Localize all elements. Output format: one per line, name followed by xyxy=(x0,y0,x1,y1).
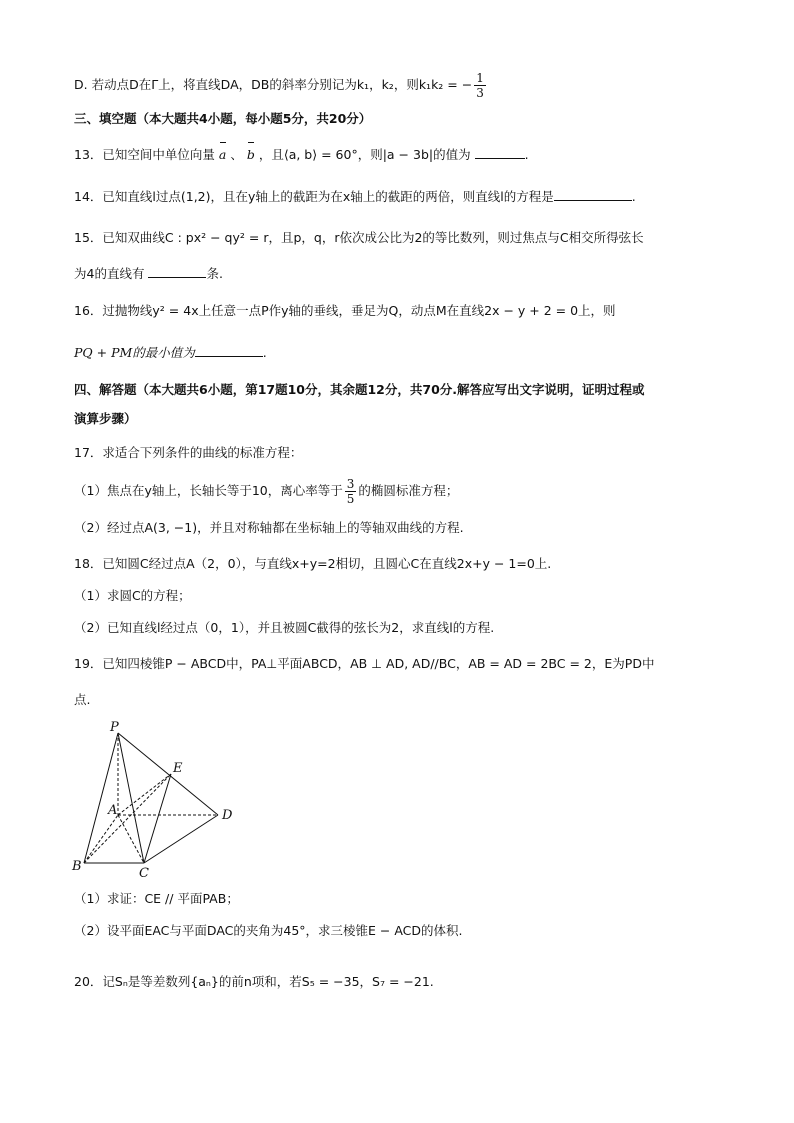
vertex-label-p: P xyxy=(110,720,119,735)
question-18-part-2: （2）已知直线l经过点（0，1），并且被圆C截得的弦长为2，求直线l的方程. xyxy=(74,620,495,635)
question-13: 13．已知空间中单位向量 a 、 b ，且⟨a, b⟩ = 60°，则|a − 3b|的值为 . xyxy=(74,145,529,165)
answer-blank-14[interactable] xyxy=(554,188,632,201)
vector-a: a xyxy=(219,145,226,165)
pyramid-figure xyxy=(60,715,250,880)
question-15-line-2: 为4的直线有 条. xyxy=(74,266,223,281)
question-18-part-1: （1）求圆C的方程； xyxy=(74,588,191,603)
question-17-part-2: （2）经过点A(3, −1)，并且对称轴都在坐标轴上的等轴双曲线的方程. xyxy=(74,520,464,535)
section-4-heading-line-1: 四、解答题（本大题共6小题，第17题10分，其余题12分，共70分.解答应写出文字说明，证明过程或 xyxy=(74,382,645,397)
question-15-line-1: 15．已知双曲线C : px² − qy² = r，且p，q，r依次成公比为2的等比数列，则过焦点与C相交所得弦长 xyxy=(74,230,644,245)
question-19-part-1: （1）求证：CE // 平面PAB； xyxy=(74,891,239,906)
question-14: 14．已知直线l过点(1,2)，且在y轴上的截距为在x轴上的截距的两倍，则直线l的方程是 . xyxy=(74,189,636,204)
question-19-line-1: 19．已知四棱锥P − ABCD中，PA⊥平面ABCD，AB ⊥ AD, AD//BC，AB = AD = 2BC = 2，E为PD中 xyxy=(74,656,655,671)
vertex-label-b: B xyxy=(72,859,82,874)
vertex-label-a: A xyxy=(108,803,118,818)
answer-blank-16[interactable] xyxy=(195,344,263,357)
question-19-line-2: 点. xyxy=(74,692,91,707)
question-17: 17．求适合下列条件的曲线的标准方程： xyxy=(74,445,303,460)
vertex-label-c: C xyxy=(139,866,149,880)
option-d-text: D. 若动点D在Γ上，将直线DA，DB的斜率分别记为k₁，k₂，则k₁k₂ = − xyxy=(74,77,473,92)
vector-b: b xyxy=(247,145,255,165)
option-d-line xyxy=(74,71,488,100)
answer-blank-13[interactable] xyxy=(475,146,525,159)
question-19-part-2: （2）设平面EAC与平面DAC的夹角为45°，求三棱锥E − ACD的体积. xyxy=(74,923,463,938)
vertex-label-e: E xyxy=(173,761,183,776)
vertex-label-d: D xyxy=(222,808,233,823)
section-4-heading-line-2: 演算步骤） xyxy=(74,411,137,426)
section-3-heading: 三、填空题（本大题共4小题，每小题5分，共20分） xyxy=(74,111,372,126)
question-18: 18．已知圆C经过点A（2，0），与直线x+y=2相切，且圆心C在直线2x+y − 1=0上. xyxy=(74,556,552,571)
answer-blank-15[interactable] xyxy=(148,265,206,278)
question-16-line-1: 16．过抛物线y² = 4x上任意一点P作y轴的垂线，垂足为Q，动点M在直线2x − y + 2 = 0上，则 xyxy=(74,303,616,318)
question-16-line-2: PQ + PM的最小值为 . xyxy=(74,345,267,360)
fraction-one-third: $\frac{1}{3}$ xyxy=(476,71,484,100)
question-20: 20．记Sₙ是等差数列{aₙ}的前n项和，若S₅ = −35，S₇ = −21. xyxy=(74,974,434,989)
question-17-part-1: （1）焦点在y轴上，长轴长等于10，离心率等于 $\frac{3}{5}$ 的椭圆标准方程； xyxy=(74,477,459,506)
fraction-three-fifths: $\frac{3}{5}$ xyxy=(346,477,355,506)
